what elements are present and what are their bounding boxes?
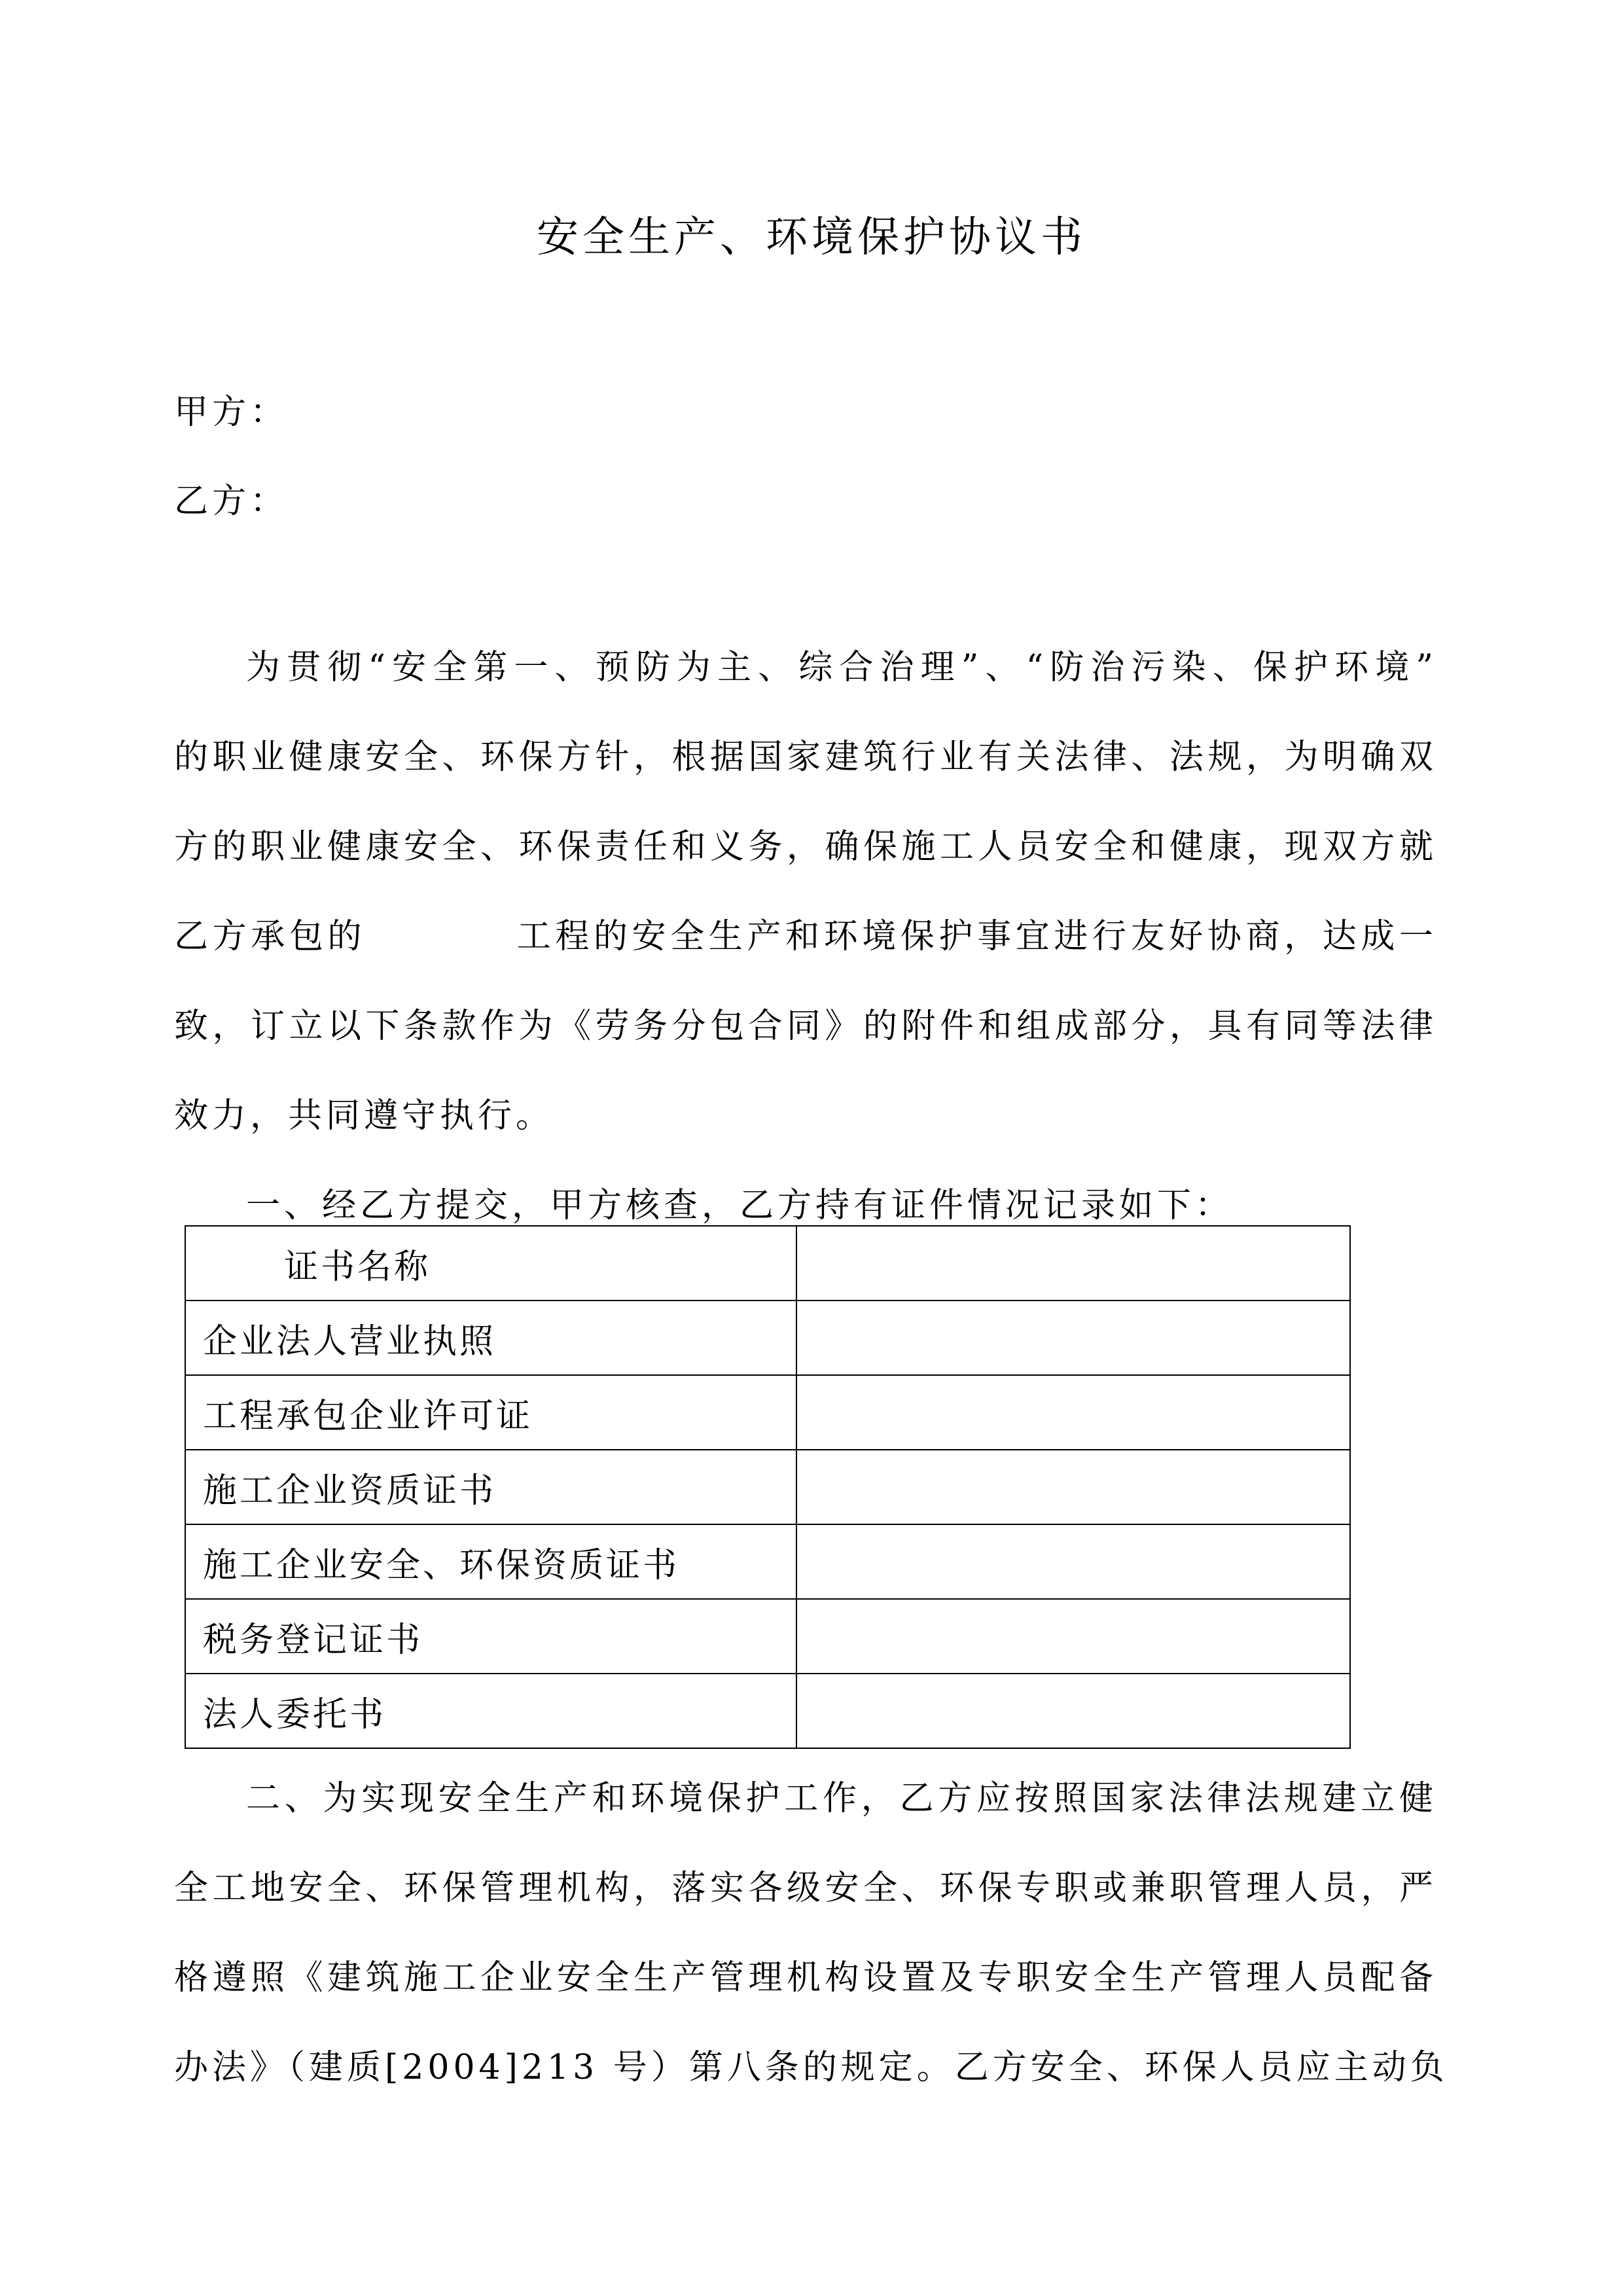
intro-paragraph [174,623,1437,1251]
table-header-certificate-name: 证书名称 [185,1226,796,1300]
certificate-name-cell: 法人委托书 [185,1674,796,1748]
table-row [185,1300,1350,1375]
document-title: 安全生产、环境保护协议书 [537,213,1086,262]
table-row [185,1524,1350,1599]
certificate-record-cell [796,1450,1350,1524]
certificate-name-cell: 施工企业资质证书 [185,1450,796,1524]
party-a-label: 甲方： [174,393,289,432]
certificate-name-cell: 企业法人营业执照 [185,1300,796,1375]
section2-line: 全工地安全、环保管理机构，落实各级安全、环保专职或兼职管理人员，严 [174,1869,1437,1908]
table-header-row [185,1226,1350,1300]
certificate-name-cell: 工程承包企业许可证 [185,1375,796,1450]
certificate-table [185,1225,1351,1749]
certificate-record-cell [796,1524,1350,1599]
table-header-blank [796,1226,1350,1300]
intro-line-end: 工程的安全生产和环境保护事宜进行友好协商，达成一 [516,917,1437,956]
section2-line: 格遵照《建筑施工企业安全生产管理机构设置及专职安全生产管理人员配备 [174,1958,1437,1998]
intro-line: 致，订立以下条款作为《劳务分包合同》的附件和组成部分，具有同等法律 [174,1007,1437,1046]
intro-line-with-blank [174,892,1437,982]
certificate-record-cell [796,1300,1350,1375]
section2-line: 办法》（建质[2004]213 号）第八条的规定。乙方安全、环保人员应主动负 [174,2048,1448,2087]
intro-line: 为贯彻“安全第一、预防为主、综合治理”、“防治污染、保护环境” [246,648,1437,687]
section1-heading: 一、经乙方提交，甲方核查，乙方持有证件情况记录如下： [246,1186,1234,1225]
intro-line: 效力，共同遵守执行。 [174,1096,554,1136]
intro-line: 方的职业健康安全、环保责任和义务，确保施工人员安全和健康，现双方就 [174,827,1437,867]
certificate-name-cell: 施工企业安全、环保资质证书 [185,1524,796,1599]
intro-line-start: 乙方承包的 [174,917,366,956]
table-row [185,1375,1350,1450]
table-row [185,1450,1350,1524]
table-row [185,1599,1350,1674]
section2-line: 二、为实现安全生产和环境保护工作，乙方应按照国家法律法规建立健 [246,1779,1437,1818]
table-row [185,1674,1350,1748]
certificate-record-cell [796,1375,1350,1450]
certificate-record-cell [796,1599,1350,1674]
certificate-name-cell: 税务登记证书 [185,1599,796,1674]
section2-paragraph [174,1754,1448,2113]
certificate-record-cell [796,1674,1350,1748]
party-b-label: 乙方： [174,482,289,521]
intro-line: 的职业健康安全、环保方针，根据国家建筑行业有关法律、法规，为明确双 [174,738,1437,777]
